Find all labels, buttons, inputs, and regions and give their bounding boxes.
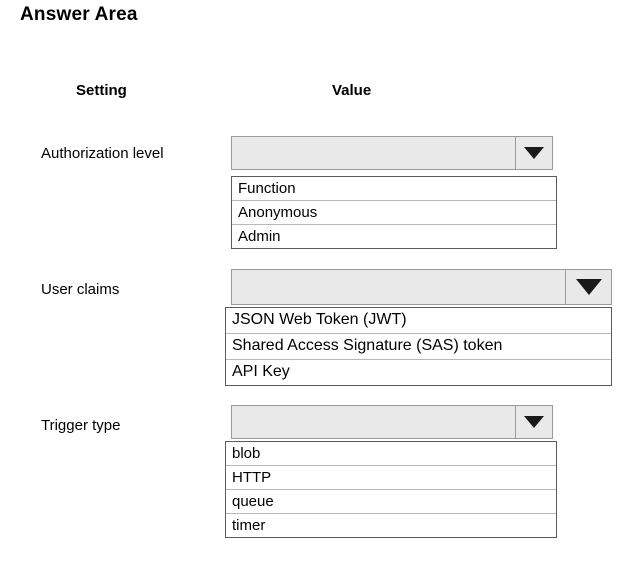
chevron-down-icon[interactable] — [515, 406, 552, 438]
list-item[interactable]: queue — [226, 490, 556, 514]
row-label-user-claims: User claims — [41, 281, 120, 298]
chevron-down-icon[interactable] — [515, 137, 552, 169]
dropdown-user-claims[interactable] — [231, 269, 612, 305]
list-item[interactable]: JSON Web Token (JWT) — [226, 308, 611, 334]
list-item[interactable]: HTTP — [226, 466, 556, 490]
list-item[interactable]: Function — [232, 177, 556, 201]
list-item[interactable]: Anonymous — [232, 201, 556, 225]
column-header-setting: Setting — [76, 82, 127, 99]
option-list-authorization-level[interactable] — [231, 176, 557, 249]
list-item[interactable]: API Key — [232, 363, 290, 380]
dropdown-authorization-level[interactable] — [231, 136, 553, 170]
list-item[interactable]: blob — [226, 442, 556, 466]
column-header-value: Value — [332, 82, 372, 99]
dropdown-trigger-type[interactable] — [231, 405, 553, 439]
option-list-user-claims[interactable] — [225, 307, 612, 386]
list-item[interactable]: timer — [232, 517, 266, 534]
chevron-down-icon[interactable] — [565, 270, 611, 304]
page-title: Answer Area — [20, 4, 138, 25]
list-item[interactable]: Shared Access Signature (SAS) token — [226, 334, 611, 360]
option-list-trigger-type[interactable] — [225, 441, 557, 538]
row-label-authorization-level: Authorization level — [41, 145, 164, 162]
list-item[interactable]: Admin — [238, 228, 281, 245]
row-label-trigger-type: Trigger type — [41, 417, 121, 434]
